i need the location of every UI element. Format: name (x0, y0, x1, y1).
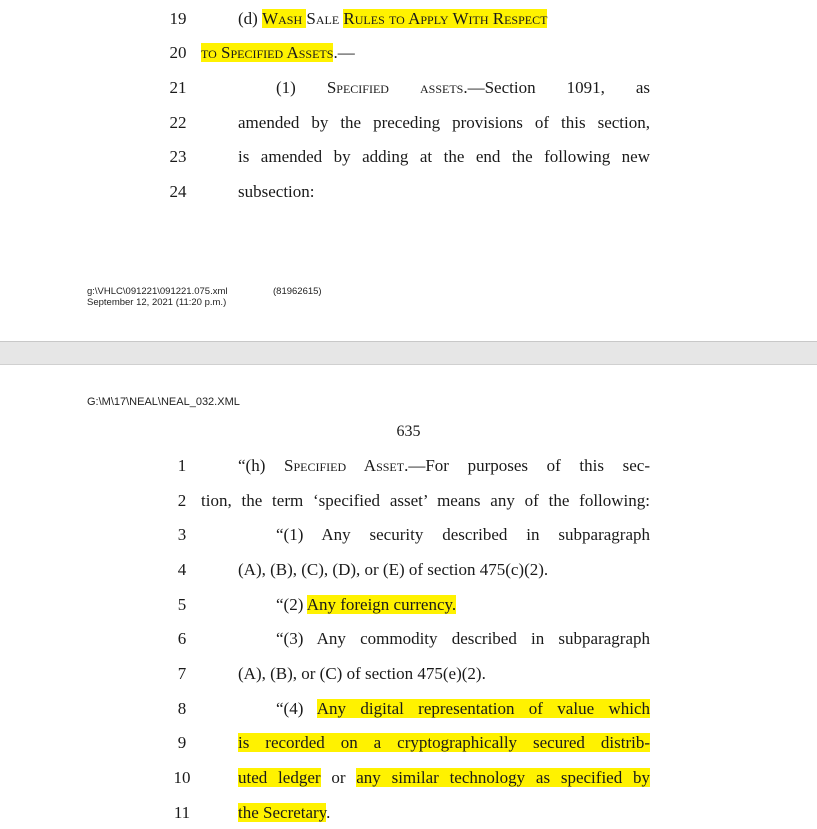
text-line (0, 763, 817, 793)
text-line (0, 624, 817, 654)
line-text (201, 38, 355, 68)
text-run: “(2) (276, 595, 307, 614)
line-text (276, 694, 650, 724)
line-number: 6 (177, 629, 187, 648)
highlighted-text: Wash (262, 9, 307, 28)
text-run: . (326, 803, 331, 822)
text-run: (A), (B), (C), (D), or (E) of section 475(c)(2). (238, 560, 549, 579)
line-text (238, 555, 548, 585)
text-line (0, 590, 817, 620)
line-text (238, 659, 486, 689)
footer-date: September 12, 2021 (11:20 p.m.) (87, 297, 227, 308)
line-text (238, 763, 650, 793)
header-file-path: G:\M\17\NEAL\NEAL_032.XML (87, 396, 240, 408)
line-text (238, 451, 650, 481)
document-page-1 (0, 0, 817, 342)
line-text (238, 177, 315, 207)
text-run: (d) (238, 9, 263, 28)
text-line (0, 177, 817, 207)
text-line (0, 520, 817, 550)
highlighted-text: is recorded on a cryptographically secured distrib- (238, 733, 650, 752)
text-run: is amended by adding at the end the following new (238, 147, 650, 166)
highlighted-text: any similar technology as specified by (356, 768, 650, 787)
text-run: .—For purposes of this sec- (404, 456, 650, 475)
text-line (0, 555, 817, 585)
text-line (0, 659, 817, 689)
document-page-2 (0, 364, 817, 829)
page-number: 635 (396, 423, 421, 440)
line-number: 24 (169, 182, 187, 201)
text-run: (1) (276, 78, 327, 97)
text-line (0, 4, 817, 34)
highlighted-text: uted ledger (238, 768, 321, 787)
text-line (0, 798, 817, 828)
text-run: amended by the preceding provisions of this section, (238, 113, 650, 132)
text-run: “(h) (238, 456, 284, 475)
line-text (238, 728, 650, 758)
highlighted-text: Rules to Apply With Respect (343, 9, 548, 28)
line-text (201, 486, 650, 516)
line-number: 20 (169, 43, 187, 62)
highlighted-text: Any digital representation of value which (316, 699, 650, 718)
line-number: 22 (169, 113, 187, 132)
highlighted-text: Any foreign currency. (306, 595, 457, 614)
line-text (238, 108, 650, 138)
line-number: 9 (177, 733, 187, 752)
line-text (276, 73, 650, 103)
line-number: 11 (173, 803, 191, 822)
line-number: 21 (169, 78, 187, 97)
footer-document-id: (81962615) (273, 286, 322, 297)
line-text (238, 798, 330, 828)
text-run: “(3) Any commodity described in subparagraph (276, 629, 650, 648)
line-number: 19 (169, 9, 187, 28)
text-run: Sale (306, 9, 344, 28)
highlighted-text: to Specified Assets (201, 43, 334, 62)
text-run: (A), (B), or (C) of section 475(e)(2). (238, 664, 486, 683)
line-number: 3 (177, 525, 187, 544)
line-text (238, 142, 650, 172)
text-run: Specified assets (326, 78, 464, 97)
text-line (0, 73, 817, 103)
line-number: 1 (177, 456, 187, 475)
text-run: or (320, 768, 357, 787)
line-number: 4 (177, 560, 187, 579)
text-line (0, 38, 817, 68)
text-run: Specified Asset (284, 456, 405, 475)
text-run: .—Section 1091, as (463, 78, 650, 97)
text-line (0, 108, 817, 138)
highlighted-text: the Secretary (238, 803, 327, 822)
line-number: 7 (177, 664, 187, 683)
line-number: 23 (169, 147, 187, 166)
line-number: 5 (177, 595, 187, 614)
line-text (276, 520, 650, 550)
line-number: 2 (177, 491, 187, 510)
text-run: .— (333, 43, 355, 62)
text-line (0, 694, 817, 724)
line-number: 10 (173, 768, 191, 787)
text-line (0, 728, 817, 758)
text-run: subsection: (238, 182, 315, 201)
text-line (0, 451, 817, 481)
text-run: tion, the term ‘specified asset’ means any of the following: (201, 491, 650, 510)
footer-file-path: g:\VHLC\091221\091221.075.xml (87, 286, 228, 297)
text-line (0, 142, 817, 172)
text-run: “(4) (276, 699, 317, 718)
text-run: “(1) Any security described in subparagraph (276, 525, 650, 544)
text-line (0, 486, 817, 516)
line-text (276, 624, 650, 654)
line-text (276, 590, 456, 620)
line-text (238, 4, 547, 34)
line-number: 8 (177, 699, 187, 718)
